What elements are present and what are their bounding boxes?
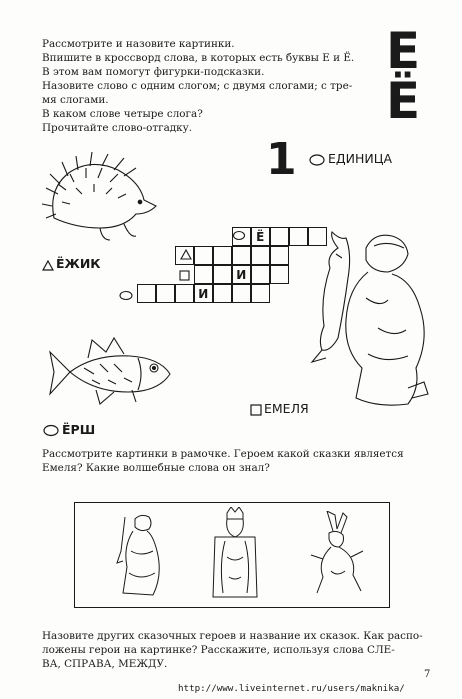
page-number: 7 <box>424 669 431 680</box>
crossword-empty <box>137 227 156 246</box>
crossword-cell[interactable]: И <box>194 284 214 304</box>
crossword-cell[interactable] <box>194 246 214 266</box>
crossword-cell[interactable] <box>270 227 290 247</box>
crossword-empty <box>156 265 175 284</box>
crossword-empty <box>156 246 175 265</box>
crossword-empty <box>137 246 156 265</box>
crossword-cell[interactable] <box>194 265 214 285</box>
crossword-empty <box>213 227 232 246</box>
watermark-link[interactable]: http://www.liveinternet.ru/users/maknika/ <box>178 683 405 694</box>
word-emelya: ЕМЕЛЯ <box>264 401 309 416</box>
crossword-cell[interactable]: Ё <box>251 227 271 247</box>
square-marker-icon <box>179 270 190 281</box>
fish-icon <box>48 336 174 408</box>
question-line: Рассмотрите картинки в рамочке. Героем какой сказки является <box>42 448 404 460</box>
letter-heading-lower: Ё <box>386 72 421 130</box>
crossword-cell[interactable] <box>251 246 271 266</box>
crossword-number: 1 <box>266 134 297 185</box>
circle-marker-icon <box>232 230 246 241</box>
crossword-cell[interactable] <box>137 284 157 304</box>
crossword-empty <box>270 284 289 303</box>
crossword-empty <box>175 227 194 246</box>
crossword-cell[interactable] <box>232 284 252 304</box>
crossword-cell[interactable] <box>289 227 309 247</box>
crossword-cell[interactable] <box>213 284 233 304</box>
crossword-cell[interactable] <box>270 265 290 285</box>
task-line: Назовите других сказочных героев и название их сказок. Как распо- <box>42 630 423 642</box>
letter-heading-upper: Е <box>386 22 421 80</box>
instruction-line: Рассмотрите и назовите картинки. <box>42 38 235 50</box>
word-hedgehog: ЁЖИК <box>56 256 101 271</box>
instruction-line: мя слогами. <box>42 94 109 106</box>
instruction-line: Назовите слово с одним слогом; с двумя слогами; с тре- <box>42 80 353 92</box>
circle-marker-icon <box>118 290 134 301</box>
instruction-line: В каком слове четыре слога? <box>42 108 203 120</box>
word-ruff: ЁРШ <box>62 422 96 437</box>
word-unity: ЕДИНИЦА <box>328 151 393 166</box>
crossword-cell[interactable] <box>156 284 176 304</box>
crossword-empty <box>137 265 156 284</box>
emelya-with-pike-icon <box>308 228 432 412</box>
crossword-cell[interactable] <box>213 265 233 285</box>
crossword-cell[interactable] <box>251 284 271 304</box>
instruction-line: Впишите в кроссворд слова, в которых есть буквы Е и Ё. <box>42 52 355 64</box>
circle-marker-icon <box>42 424 60 437</box>
crossword-cell[interactable] <box>213 246 233 266</box>
task-line: ложены герои на картинке? Расскажите, используя слова СЛЕ- <box>42 644 395 656</box>
instruction-line: Прочитайте слово-отгадку. <box>42 122 193 134</box>
characters-frame <box>74 502 390 608</box>
triangle-marker-icon <box>42 260 54 271</box>
crossword-cell[interactable] <box>232 246 252 266</box>
instruction-line: В этом вам помогут фигурки-подсказки. <box>42 66 265 78</box>
question-line: Емеля? Какие волшебные слова он знал? <box>42 462 270 474</box>
task-line: ВА, СПРАВА, МЕЖДУ. <box>42 658 168 670</box>
crossword-cell[interactable] <box>270 246 290 266</box>
crossword-cell[interactable]: И <box>232 265 252 285</box>
crossword-cell[interactable] <box>251 265 271 285</box>
crossword-empty <box>289 265 308 284</box>
crossword-cell[interactable] <box>175 284 195 304</box>
circle-marker-icon <box>308 154 326 166</box>
square-marker-icon <box>250 404 262 416</box>
crossword-empty <box>194 227 213 246</box>
crossword-empty <box>156 227 175 246</box>
hare-figure-icon <box>309 511 365 597</box>
crossword-empty <box>289 246 308 265</box>
emelya-figure-icon <box>113 511 173 599</box>
tsar-figure-icon <box>207 507 263 601</box>
triangle-marker-icon <box>180 249 192 260</box>
crossword-empty <box>289 284 308 303</box>
